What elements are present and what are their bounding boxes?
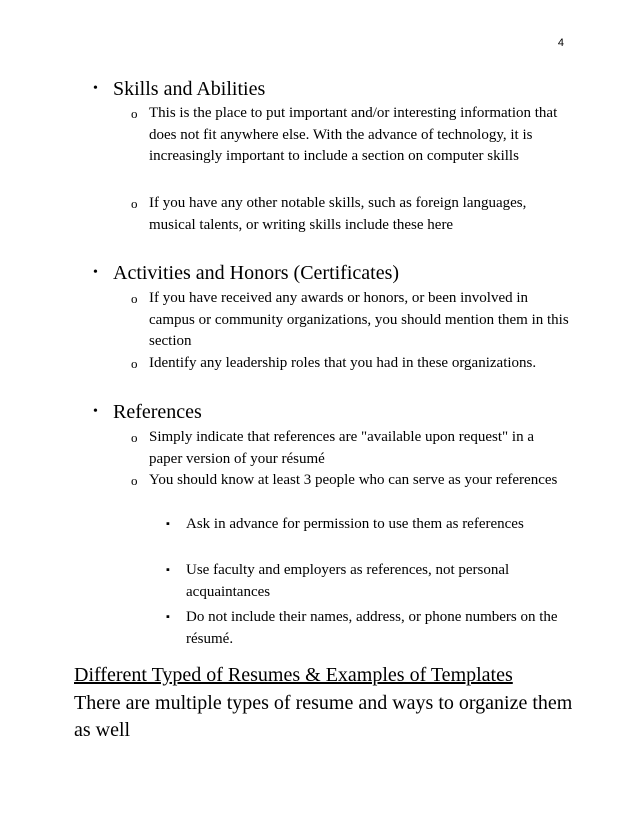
square-bullet-icon: ▪ — [166, 611, 170, 623]
circle-bullet-icon: o — [131, 291, 138, 306]
section-heading: Skills and Abilities — [113, 78, 266, 100]
list-item: Identify any leadership roles that you had in these organizations. — [149, 355, 537, 371]
templates-heading: Different Typed of Resumes & Examples of Templates — [74, 664, 513, 686]
list-item: You should know at least 3 people who can serve as your references — [149, 472, 558, 488]
square-bullet-icon: ▪ — [166, 564, 170, 576]
list-item: This is the place to put important and/or interesting information that does not fit anywhere else. With the advance of technology, it is increasingly important to include a section on computer skills — [149, 105, 558, 164]
section-heading: References — [113, 401, 202, 423]
circle-bullet-icon: o — [131, 430, 138, 445]
bullet-icon: • — [93, 265, 98, 280]
list-item: Simply indicate that references are "available upon request" in a paper version of your résumé — [149, 429, 535, 467]
circle-bullet-icon: o — [131, 473, 138, 488]
section-heading: Activities and Honors (Certificates) — [113, 262, 400, 284]
page-number: 4 — [557, 37, 564, 49]
sub-list-item: Ask in advance for permission to use them as references — [186, 516, 524, 532]
sub-list-item: Do not include their names, address, or phone numbers on the résumé. — [186, 609, 558, 647]
circle-bullet-icon: o — [131, 356, 138, 371]
list-item: If you have any other notable skills, such as foreign languages, musical talents, or writing skills include these here — [149, 195, 527, 233]
bullet-icon: • — [93, 81, 98, 96]
circle-bullet-icon: o — [131, 196, 138, 211]
circle-bullet-icon: o — [131, 106, 138, 121]
square-bullet-icon: ▪ — [166, 518, 170, 530]
sub-list-item: Use faculty and employers as references, not personal acquaintances — [186, 562, 510, 600]
templates-paragraph: There are multiple types of resume and ways to organize them as well — [74, 692, 573, 741]
bullet-icon: • — [93, 404, 98, 419]
list-item: If you have received any awards or honors, or been involved in campus or community organizations, you should mention them in this section — [149, 290, 569, 349]
